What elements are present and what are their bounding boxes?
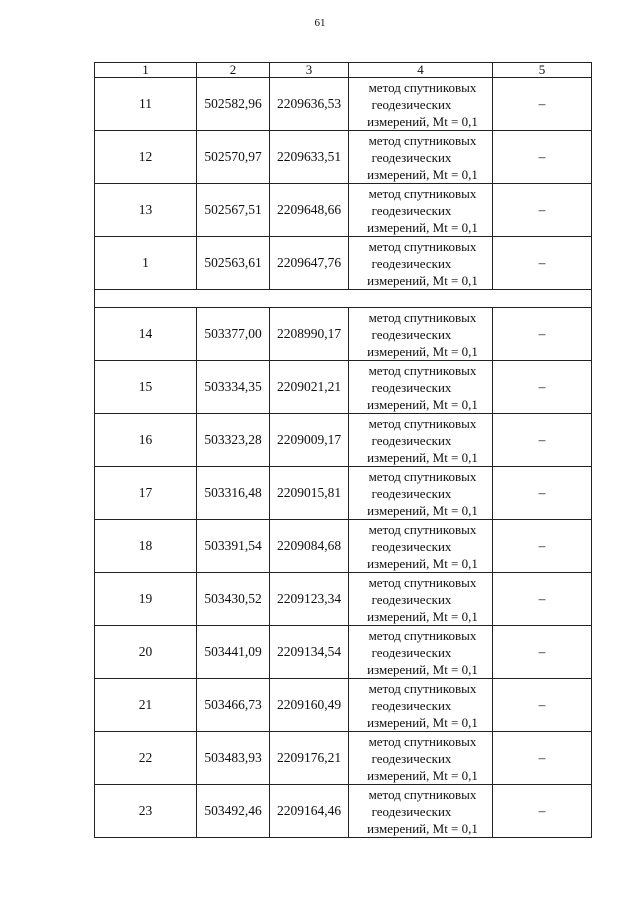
note-cell: – [493,785,592,838]
x-coordinate-cell: 502570,97 [197,131,270,184]
header-col-5: 5 [493,63,592,78]
method-text-line: измерений, Mt = 0,1 [367,396,478,412]
method-cell [349,414,493,467]
method-text-line: геодезических [371,644,452,660]
method-text-line: геодезических [371,96,452,112]
x-coordinate-cell: 503466,73 [197,679,270,732]
point-number-cell: 20 [95,626,197,679]
method-text-line: геодезических [371,432,452,448]
point-number-cell: 17 [95,467,197,520]
method-text-line: измерений, Mt = 0,1 [367,661,478,677]
point-number-cell: 18 [95,520,197,573]
note-cell: – [493,237,592,290]
header-col-3: 3 [270,63,349,78]
y-coordinate-cell: 2209134,54 [270,626,349,679]
table-row [95,184,592,237]
table-row [95,131,592,184]
method-text-line: метод спутниковых [368,185,477,201]
method-text-line: метод спутниковых [368,132,477,148]
y-coordinate-cell: 2209160,49 [270,679,349,732]
table-row [95,308,592,361]
table-row [95,414,592,467]
method-cell [349,184,493,237]
method-text-line: измерений, Mt = 0,1 [367,502,478,518]
point-number-cell: 15 [95,361,197,414]
y-coordinate-cell: 2209021,21 [270,361,349,414]
x-coordinate-cell: 502567,51 [197,184,270,237]
point-number-cell: 11 [95,78,197,131]
method-text-line: метод спутниковых [368,309,477,325]
table-row [95,361,592,414]
method-text-line: метод спутниковых [368,574,477,590]
header-col-1: 1 [95,63,197,78]
coordinates-table-body [95,63,592,838]
header-col-4: 4 [349,63,493,78]
x-coordinate-cell: 502582,96 [197,78,270,131]
note-cell: – [493,78,592,131]
section-separator-row [95,290,592,308]
method-cell [349,237,493,290]
method-text-line: измерений, Mt = 0,1 [367,166,478,182]
page-number: 61 [314,17,326,29]
method-cell [349,626,493,679]
method-cell [349,732,493,785]
note-cell: – [493,131,592,184]
method-cell [349,520,493,573]
x-coordinate-cell: 503323,28 [197,414,270,467]
method-text-line: метод спутниковых [368,79,477,95]
method-text-line: геодезических [371,538,452,554]
x-coordinate-cell: 503391,54 [197,520,270,573]
x-coordinate-cell: 503441,09 [197,626,270,679]
method-text-line: геодезических [371,750,452,766]
table-row [95,237,592,290]
method-cell [349,361,493,414]
point-number-cell: 21 [95,679,197,732]
table-row [95,467,592,520]
note-cell: – [493,626,592,679]
method-text-line: геодезических [371,202,452,218]
method-text-line: геодезических [371,485,452,501]
table-row [95,785,592,838]
method-text-line: измерений, Mt = 0,1 [367,820,478,836]
y-coordinate-cell: 2208990,17 [270,308,349,361]
table-row [95,520,592,573]
note-cell: – [493,467,592,520]
method-text-line: метод спутниковых [368,521,477,537]
y-coordinate-cell: 2209015,81 [270,467,349,520]
method-cell [349,679,493,732]
method-cell [349,573,493,626]
x-coordinate-cell: 503483,93 [197,732,270,785]
method-text-line: измерений, Mt = 0,1 [367,449,478,465]
note-cell: – [493,732,592,785]
method-text-line: измерений, Mt = 0,1 [367,272,478,288]
note-cell: – [493,520,592,573]
table-row [95,573,592,626]
header-col-2: 2 [197,63,270,78]
x-coordinate-cell: 503430,52 [197,573,270,626]
point-number-cell: 13 [95,184,197,237]
note-cell: – [493,679,592,732]
y-coordinate-cell: 2209123,34 [270,573,349,626]
point-number-cell: 14 [95,308,197,361]
coordinates-table [94,62,592,838]
y-coordinate-cell: 2209176,21 [270,732,349,785]
x-coordinate-cell: 503334,35 [197,361,270,414]
x-coordinate-cell: 503377,00 [197,308,270,361]
table-row [95,732,592,785]
y-coordinate-cell: 2209647,76 [270,237,349,290]
method-cell [349,308,493,361]
method-text-line: измерений, Mt = 0,1 [367,219,478,235]
method-text-line: измерений, Mt = 0,1 [367,608,478,624]
method-cell [349,467,493,520]
y-coordinate-cell: 2209633,51 [270,131,349,184]
point-number-cell: 23 [95,785,197,838]
method-text-line: измерений, Mt = 0,1 [367,714,478,730]
method-text-line: метод спутниковых [368,733,477,749]
note-cell: – [493,414,592,467]
method-text-line: метод спутниковых [368,627,477,643]
note-cell: – [493,573,592,626]
method-text-line: геодезических [371,803,452,819]
method-text-line: геодезических [371,326,452,342]
method-cell [349,131,493,184]
y-coordinate-cell: 2209009,17 [270,414,349,467]
method-cell [349,785,493,838]
method-text-line: метод спутниковых [368,786,477,802]
method-text-line: геодезических [371,697,452,713]
point-number-cell: 1 [95,237,197,290]
method-cell [349,78,493,131]
note-cell: – [493,308,592,361]
x-coordinate-cell: 503316,48 [197,467,270,520]
y-coordinate-cell: 2209636,53 [270,78,349,131]
table-row [95,679,592,732]
method-text-line: измерений, Mt = 0,1 [367,113,478,129]
x-coordinate-cell: 503492,46 [197,785,270,838]
method-text-line: метод спутниковых [368,415,477,431]
table-row [95,626,592,679]
point-number-cell: 12 [95,131,197,184]
note-cell: – [493,361,592,414]
header-row [95,63,592,78]
method-text-line: геодезических [371,255,452,271]
method-text-line: геодезических [371,591,452,607]
method-text-line: геодезических [371,149,452,165]
x-coordinate-cell: 502563,61 [197,237,270,290]
y-coordinate-cell: 2209164,46 [270,785,349,838]
y-coordinate-cell: 2209648,66 [270,184,349,237]
point-number-cell: 19 [95,573,197,626]
note-cell: – [493,184,592,237]
method-text-line: измерений, Mt = 0,1 [367,555,478,571]
y-coordinate-cell: 2209084,68 [270,520,349,573]
point-number-cell: 16 [95,414,197,467]
table-row [95,78,592,131]
method-text-line: геодезических [371,379,452,395]
method-text-line: измерений, Mt = 0,1 [367,767,478,783]
section-separator-cell [95,290,592,308]
method-text-line: метод спутниковых [368,238,477,254]
point-number-cell: 22 [95,732,197,785]
method-text-line: метод спутниковых [368,468,477,484]
method-text-line: измерений, Mt = 0,1 [367,343,478,359]
method-text-line: метод спутниковых [368,362,477,378]
method-text-line: метод спутниковых [368,680,477,696]
